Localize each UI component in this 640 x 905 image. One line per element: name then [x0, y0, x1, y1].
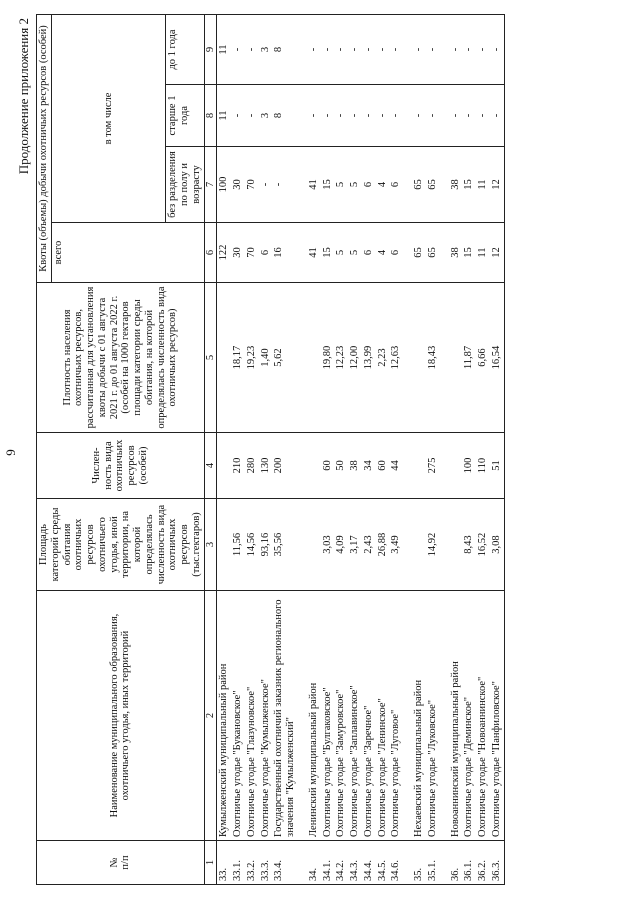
row-number: 36.	[449, 841, 463, 885]
row-name: Охотничье угодье "Кумылженское"	[259, 591, 273, 841]
col-total-header: всего	[51, 223, 204, 283]
row-count: 200	[272, 433, 298, 499]
row-count: 130	[259, 433, 273, 499]
row-density: 19,80	[321, 283, 335, 433]
row-area: 8,43	[462, 499, 476, 591]
row-count: 275	[426, 433, 440, 499]
row-total: 6	[259, 223, 273, 283]
row-over1: -	[334, 85, 348, 147]
row-name: Охотничье угодье "Панфиловское"	[490, 591, 504, 841]
spacer-cell	[403, 591, 412, 841]
row-density: 12,63	[389, 283, 403, 433]
row-count: 100	[462, 433, 476, 499]
spacer-cell	[298, 433, 307, 499]
row-number: 35.	[412, 841, 426, 885]
row-under1: -	[348, 14, 362, 84]
row-count: 210	[231, 433, 245, 499]
row-under1: -	[231, 14, 245, 84]
spacer-cell	[298, 841, 307, 885]
spacer-cell	[440, 591, 449, 841]
row-over1: -	[307, 85, 321, 147]
row-nosex: 4	[376, 147, 390, 223]
row-area: 16,52	[476, 499, 490, 591]
spacer-cell	[403, 433, 412, 499]
row-count: 51	[490, 433, 504, 499]
row-number: 36.2.	[476, 841, 490, 885]
row-total: 11	[476, 223, 490, 283]
col-number: 1	[204, 841, 217, 885]
row-count: 38	[348, 433, 362, 499]
row-count: 44	[389, 433, 403, 499]
row-over1: -	[490, 85, 504, 147]
row-name: Охотничье угодье "Заплавинское"	[348, 591, 362, 841]
row-nosex: 38	[449, 147, 463, 223]
row-over1: -	[476, 85, 490, 147]
row-density: 12,23	[334, 283, 348, 433]
row-over1: 3	[259, 85, 273, 147]
row-over1: -	[449, 85, 463, 147]
table-row	[362, 14, 376, 884]
row-nosex: 65	[412, 147, 426, 223]
spacer-cell	[403, 147, 412, 223]
row-count: 50	[334, 433, 348, 499]
row-under1: -	[476, 14, 490, 84]
group-spacer	[298, 14, 307, 884]
table-row	[389, 14, 403, 884]
row-under1: -	[334, 14, 348, 84]
spacer-cell	[403, 841, 412, 885]
row-nosex: 65	[426, 147, 440, 223]
col-number: 6	[204, 223, 217, 283]
spacer-cell	[298, 14, 307, 84]
row-number: 34.6.	[389, 841, 403, 885]
row-name: Охотничье угодье "Букановское"	[231, 591, 245, 841]
row-number: 33.1.	[231, 841, 245, 885]
row-under1: -	[362, 14, 376, 84]
row-nosex: 11	[476, 147, 490, 223]
row-total: 15	[321, 223, 335, 283]
row-under1: -	[376, 14, 390, 84]
quota-table	[36, 14, 505, 885]
spacer-cell	[440, 283, 449, 433]
spacer-cell	[403, 85, 412, 147]
col-name-header: Наименование муниципального образования, охотничьего угодья, иных территорий	[37, 591, 205, 841]
row-number: 34.4.	[362, 841, 376, 885]
row-total: 30	[231, 223, 245, 283]
row-number: 34.	[307, 841, 321, 885]
row-total: 5	[348, 223, 362, 283]
row-over1: -	[231, 85, 245, 147]
row-density: 19,23	[245, 283, 259, 433]
row-density: 16,54	[490, 283, 504, 433]
row-number: 34.3.	[348, 841, 362, 885]
spacer-cell	[298, 147, 307, 223]
row-over1: -	[376, 85, 390, 147]
row-nosex: 6	[389, 147, 403, 223]
row-under1: 3	[259, 14, 273, 84]
row-area	[412, 499, 426, 591]
table-row	[476, 14, 490, 884]
row-over1: -	[426, 85, 440, 147]
row-name: Охотничье угодье "Ленинское"	[376, 591, 390, 841]
row-count: 34	[362, 433, 376, 499]
row-count	[217, 433, 231, 499]
row-density	[217, 283, 231, 433]
row-nosex: 15	[462, 147, 476, 223]
row-nosex: 6	[362, 147, 376, 223]
row-total: 6	[389, 223, 403, 283]
row-number: 33.	[217, 841, 231, 885]
row-number: 36.3.	[490, 841, 504, 885]
col-num-header: № п/п	[37, 841, 205, 885]
row-area: 3,08	[490, 499, 504, 591]
spacer-cell	[403, 499, 412, 591]
table-row	[217, 14, 231, 884]
row-area: 26,88	[376, 499, 390, 591]
col-density-header: Плотность населения охотничьих ресурсов, рассчитанная для установления квоты добычи с 01 августа 2021 г. до 01 августа 2022 г. (особей на 1000 гектаров площади категории среды обитания, на которой определялась численность вида охотничьих ресурсов)	[37, 283, 205, 433]
row-nosex: 41	[307, 147, 321, 223]
row-area	[449, 499, 463, 591]
row-total: 41	[307, 223, 321, 283]
row-area: 3,49	[389, 499, 403, 591]
row-density	[412, 283, 426, 433]
row-under1: -	[245, 14, 259, 84]
table-header	[37, 14, 217, 884]
row-density: 18,43	[426, 283, 440, 433]
row-under1: 11	[217, 14, 231, 84]
row-count: 60	[376, 433, 390, 499]
row-over1: -	[412, 85, 426, 147]
row-total: 38	[449, 223, 463, 283]
row-over1: -	[462, 85, 476, 147]
spacer-cell	[440, 499, 449, 591]
row-name: Охотничье угодье "Заречное"	[362, 591, 376, 841]
spacer-cell	[298, 591, 307, 841]
row-name: Охотничье угодье "Замуровское"	[334, 591, 348, 841]
group-spacer	[403, 14, 412, 884]
row-number: 34.5.	[376, 841, 390, 885]
row-under1: -	[389, 14, 403, 84]
row-over1: -	[362, 85, 376, 147]
row-count	[449, 433, 463, 499]
row-over1: -	[389, 85, 403, 147]
col-number: 8	[204, 85, 217, 147]
spacer-cell	[440, 433, 449, 499]
row-over1: -	[348, 85, 362, 147]
row-count	[307, 433, 321, 499]
spacer-cell	[440, 223, 449, 283]
spacer-cell	[440, 85, 449, 147]
row-nosex: 5	[348, 147, 362, 223]
row-density: 5,62	[272, 283, 298, 433]
row-nosex: 5	[334, 147, 348, 223]
row-number: 34.1.	[321, 841, 335, 885]
row-under1: -	[412, 14, 426, 84]
table-row	[259, 14, 273, 884]
row-density: 18,17	[231, 283, 245, 433]
table-row	[231, 14, 245, 884]
row-count: 280	[245, 433, 259, 499]
row-over1: -	[321, 85, 335, 147]
col-under1-header: до 1 года	[166, 14, 204, 84]
table-row	[348, 14, 362, 884]
spacer-cell	[440, 14, 449, 84]
row-total: 5	[334, 223, 348, 283]
row-nosex: -	[259, 147, 273, 223]
table-row	[376, 14, 390, 884]
table-row	[307, 14, 321, 884]
col-number: 7	[204, 147, 217, 223]
table-row	[412, 14, 426, 884]
col-count-header: Числен-ность вида охотничьих ресурсов (особей)	[37, 433, 205, 499]
row-area: 4,09	[334, 499, 348, 591]
row-area: 2,43	[362, 499, 376, 591]
spacer-cell	[440, 841, 449, 885]
row-count: 60	[321, 433, 335, 499]
table-row	[426, 14, 440, 884]
col-number: 5	[204, 283, 217, 433]
row-total: 15	[462, 223, 476, 283]
table-row	[321, 14, 335, 884]
row-area: 35,56	[272, 499, 298, 591]
col-number: 3	[204, 499, 217, 591]
row-under1: -	[426, 14, 440, 84]
table-row	[490, 14, 504, 884]
col-over1-header: старше 1 года	[166, 85, 204, 147]
spacer-cell	[403, 223, 412, 283]
row-density: 6,66	[476, 283, 490, 433]
row-over1: 11	[217, 85, 231, 147]
col-incl-header: в том числе	[51, 14, 166, 222]
row-area: 14,56	[245, 499, 259, 591]
table-row	[245, 14, 259, 884]
row-total: 122	[217, 223, 231, 283]
row-name: Охотничье угодье "Деминское"	[462, 591, 476, 841]
row-density: 12,00	[348, 283, 362, 433]
row-density: 2,23	[376, 283, 390, 433]
row-total: 4	[376, 223, 390, 283]
row-under1: 8	[272, 14, 298, 84]
row-name: Охотничье угодье "Глазуновское"	[245, 591, 259, 841]
col-nosex-header: без разделения по полу и возрасту	[166, 147, 204, 223]
row-name: Охотничье угодье "Новоаннинское"	[476, 591, 490, 841]
row-number: 36.1.	[462, 841, 476, 885]
row-name: Охотничье угодье "Луговое"	[389, 591, 403, 841]
continuation-note: Продолжение приложения 2	[16, 18, 31, 175]
row-total: 16	[272, 223, 298, 283]
spacer-cell	[298, 283, 307, 433]
row-total: 6	[362, 223, 376, 283]
spacer-cell	[298, 499, 307, 591]
row-area: 93,16	[259, 499, 273, 591]
row-name: Новоаннинский муниципальный район	[449, 591, 463, 841]
row-area	[307, 499, 321, 591]
row-count	[412, 433, 426, 499]
spacer-cell	[403, 14, 412, 84]
col-area-header: Площадь категорий среды обитания охотничьих ресурсов охотничьего угодья, иной территории, на которой определялась численность вида охотничьих ресурсов (тыс.гектаров)	[37, 499, 205, 591]
row-area	[217, 499, 231, 591]
row-name: Охотничье угодье "Булгаковское"	[321, 591, 335, 841]
row-nosex: 15	[321, 147, 335, 223]
row-under1: -	[462, 14, 476, 84]
row-under1: -	[449, 14, 463, 84]
spacer-cell	[298, 223, 307, 283]
row-number: 35.1.	[426, 841, 440, 885]
row-total: 65	[426, 223, 440, 283]
col-quota-header: Квоты (объемы) добычи охотничьих ресурсов (особей)	[37, 14, 52, 282]
row-density	[307, 283, 321, 433]
spacer-cell	[298, 85, 307, 147]
page-number: 9	[3, 449, 18, 456]
row-name: Охотничье угодье "Луковское"	[426, 591, 440, 841]
row-density: 1,40	[259, 283, 273, 433]
row-total: 70	[245, 223, 259, 283]
table-body	[217, 14, 504, 884]
col-number: 4	[204, 433, 217, 499]
table-row	[272, 14, 298, 884]
row-density: 13,99	[362, 283, 376, 433]
table-row	[462, 14, 476, 884]
row-number: 33.4.	[272, 841, 298, 885]
row-density: 11,87	[462, 283, 476, 433]
row-name: Государственный охотничий заказник регионального значения "Кумылженский"	[272, 591, 298, 841]
row-total: 12	[490, 223, 504, 283]
row-over1: 8	[272, 85, 298, 147]
row-over1: -	[245, 85, 259, 147]
col-number: 2	[204, 591, 217, 841]
row-under1: -	[321, 14, 335, 84]
row-name: Нехаевский муниципальный район	[412, 591, 426, 841]
row-nosex: -	[272, 147, 298, 223]
row-under1: -	[490, 14, 504, 84]
row-nosex: 70	[245, 147, 259, 223]
row-area: 11,56	[231, 499, 245, 591]
row-nosex: 12	[490, 147, 504, 223]
spacer-cell	[403, 283, 412, 433]
group-spacer	[440, 14, 449, 884]
row-count: 110	[476, 433, 490, 499]
row-number: 33.3.	[259, 841, 273, 885]
row-number: 33.2.	[245, 841, 259, 885]
table-row	[449, 14, 463, 884]
table-row	[334, 14, 348, 884]
row-name: Ленинский муниципальный район	[307, 591, 321, 841]
row-total: 65	[412, 223, 426, 283]
spacer-cell	[440, 147, 449, 223]
row-area: 3,03	[321, 499, 335, 591]
row-area: 3,17	[348, 499, 362, 591]
row-nosex: 30	[231, 147, 245, 223]
row-under1: -	[307, 14, 321, 84]
row-nosex: 100	[217, 147, 231, 223]
row-area: 14,92	[426, 499, 440, 591]
row-name: Кумылженский муниципальный район	[217, 591, 231, 841]
row-number: 34.2.	[334, 841, 348, 885]
row-density	[449, 283, 463, 433]
col-number: 9	[204, 14, 217, 84]
